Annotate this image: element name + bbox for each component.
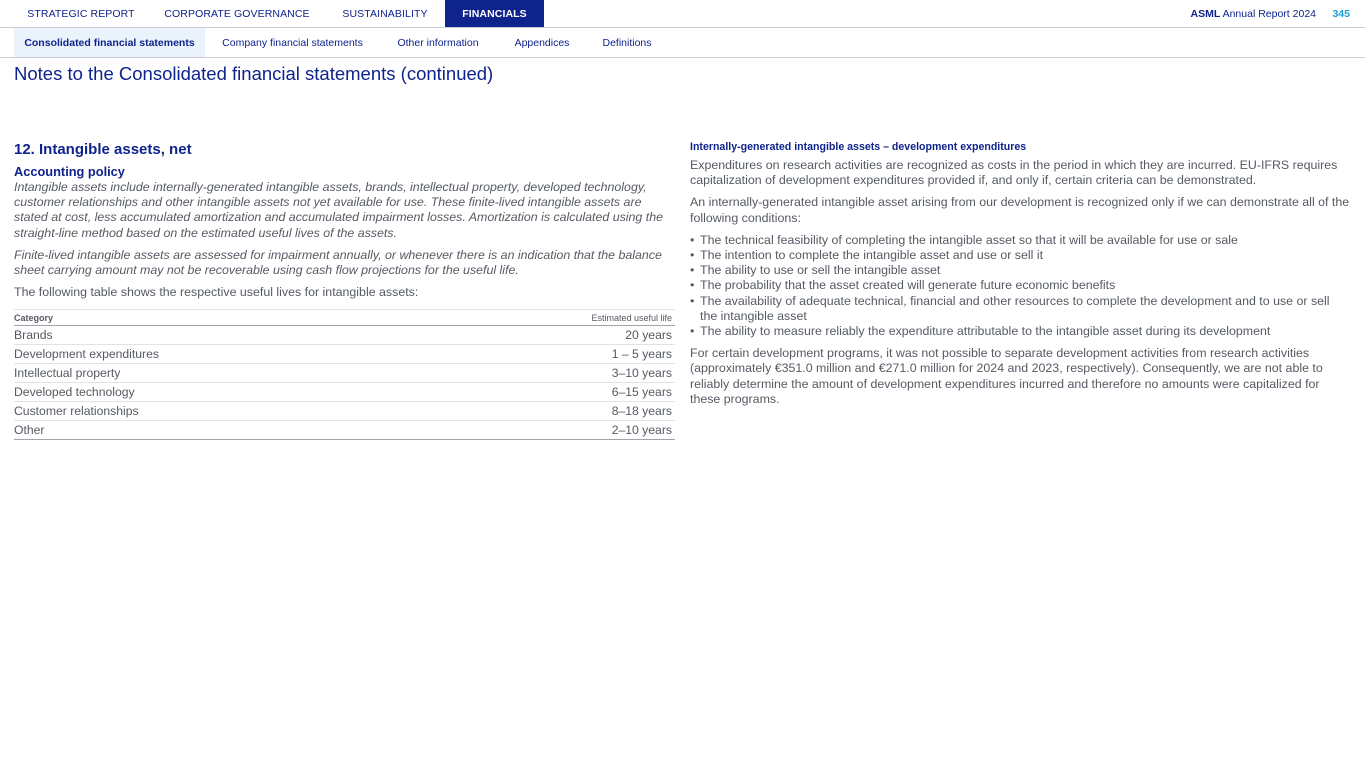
bullet: • [690,278,695,293]
page-title: Notes to the Consolidated financial statements (continued) [14,63,494,84]
bullet: • [690,324,695,339]
table-row [14,364,675,383]
top-navigation [0,0,1365,28]
list-item-text: The probability that the asset created will generate future economic benefits [700,278,1116,293]
list-item-text: The intention to complete the intangible asset and use or sell it [700,248,1044,263]
table-row [14,383,675,402]
table-intro-paragraph: The following table shows the respective useful lives for intangible assets: [14,285,419,300]
table-cell-category: Developed technology [14,383,433,402]
list-item-text: The ability to use or sell the intangible asset [700,263,941,278]
tab-sustainability[interactable]: SUSTAINABILITY [342,8,428,20]
conditions-intro-paragraph: An internally-generated intangible asset arising from our development is recognized only if we can demonstrate all of the following conditions: [690,195,1350,225]
table-row [14,326,675,345]
bullet: • [690,293,695,308]
sub-navigation [0,28,1365,58]
subnav-company-financial-statements[interactable]: Company financial statements [222,37,363,49]
table-cell-category: Brands [14,326,433,345]
table-cell-useful-life: 3–10 years [433,364,675,383]
tab-financials[interactable]: FINANCIALS [445,0,544,27]
list-item-text: The ability to measure reliably the expenditure attributable to the intangible asset during its development [700,324,1271,339]
policy-paragraph-2: Finite-lived intangible assets are assessed for impairment annually, or whenever there is an indication that the balance sheet carrying amount may not be recoverable using cash flow projections for the useful life. [14,247,662,278]
table-header-row [14,310,675,326]
brand-suffix: Annual Report 2024 [1222,8,1316,20]
useful-lives-table [14,309,675,440]
table-cell-category: Development expenditures [14,345,433,364]
report-brand [1191,0,1317,27]
column-header-category: Category [14,310,433,326]
list-item [690,324,1350,339]
list-item [690,294,1350,324]
list-item [690,263,1350,278]
table-cell-useful-life: 20 years [433,326,675,345]
subnav-consolidated-financial-statements[interactable]: Consolidated financial statements [14,28,205,57]
table-cell-category: Intellectual property [14,364,433,383]
bullet: • [690,248,695,263]
policy-paragraph-1: Intangible assets include internally-generated intangible assets, brands, intellectual property, developed technology, customer relationships and other intangible assets not yet available for use. These finite-lived intangible assets are stated at cost, less accumulated amortization and accumulated impairment losses. Amortization is calculated using the straight-line method based on the estimated useful lives of the assets. [14,180,663,240]
subnav-definitions[interactable]: Definitions [602,37,652,49]
table-row [14,345,675,364]
left-column [14,140,675,440]
table-cell-useful-life: 6–15 years [433,383,675,402]
table-row [14,402,675,421]
list-item [690,233,1350,248]
bullet: • [690,263,695,278]
subnav-other-information[interactable]: Other information [397,37,479,49]
right-column [690,141,1350,407]
page-number: 345 [1332,8,1350,20]
table-row [14,421,675,440]
section-heading: 12. Intangible assets, net [14,141,192,158]
development-expenditures-heading: Internally-generated intangible assets – development expenditures [690,141,1027,153]
table-cell-useful-life: 8–18 years [433,402,675,421]
list-item-text: The availability of adequate technical, financial and other resources to complete the development and to use or sell the intangible asset [700,293,1330,323]
conditions-list [690,233,1350,339]
list-item [690,248,1350,263]
subnav-appendices[interactable]: Appendices [514,37,570,49]
accounting-policy-heading: Accounting policy [14,164,125,179]
table-cell-category: Other [14,421,433,440]
list-item [690,278,1350,293]
development-programs-paragraph: For certain development programs, it was not possible to separate development activities from research activities (approximately €351.0 million and €271.0 million for 2024 and 2023, respectively). Consequently, we are not able to reliably determine the amount of development expenditures incurred and therefore no amounts were capitalized for these programs. [690,346,1323,406]
tab-corporate-governance[interactable]: CORPORATE GOVERNANCE [164,8,310,20]
tab-strategic-report[interactable]: STRATEGIC REPORT [27,8,135,20]
brand-name: ASML [1190,8,1221,20]
research-paragraph: Expenditures on research activities are recognized as costs in the period in which they are incurred. EU-IFRS requires capitalization of development expenditures provided if, and only if, certain criteria can be demonstrated. [690,158,1338,188]
bullet: • [690,232,695,247]
table-cell-useful-life: 2–10 years [433,421,675,440]
table-cell-useful-life: 1 – 5 years [433,345,675,364]
list-item-text: The technical feasibility of completing the intangible asset so that it will be available for use or sale [700,232,1238,247]
table-cell-category: Customer relationships [14,402,433,421]
column-header-useful-life: Estimated useful life [433,310,675,326]
